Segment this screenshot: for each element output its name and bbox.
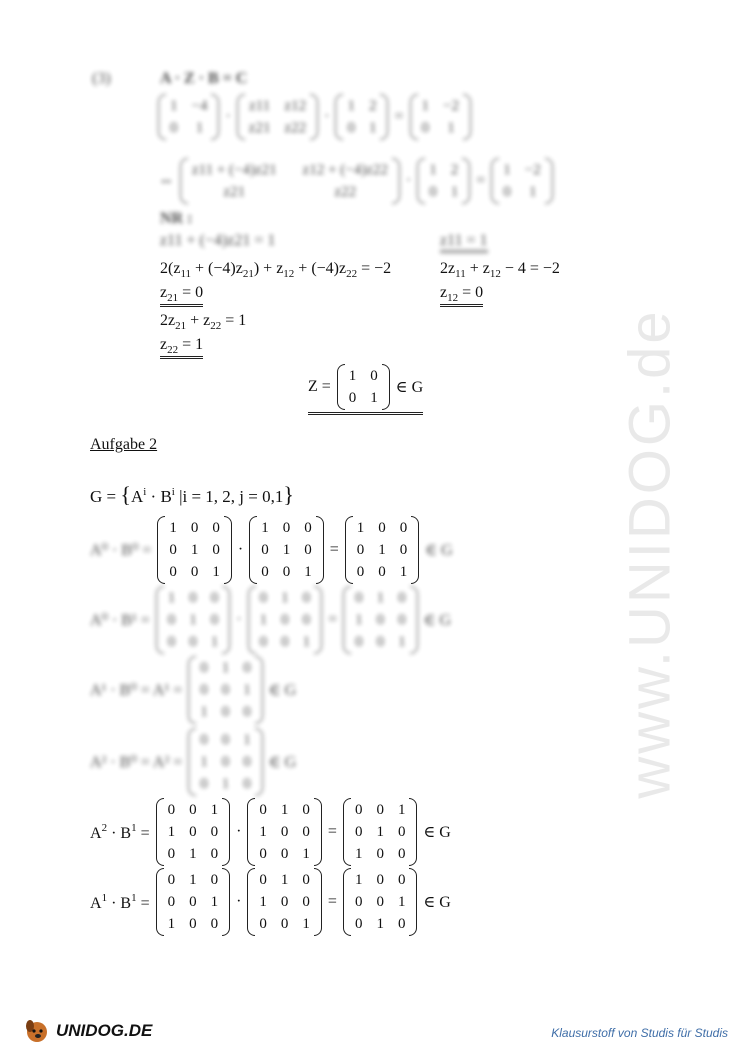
matrix-entry: 1 xyxy=(167,590,176,606)
matrix-entry: 0 xyxy=(397,846,406,862)
matrix-entry: 1 xyxy=(282,542,291,558)
matrix-entry: 0 xyxy=(356,564,365,580)
dog-icon xyxy=(22,1016,52,1046)
matrix-grid xyxy=(164,868,223,936)
matrix-entry: 1 xyxy=(304,564,312,580)
matrix-entry: 1 xyxy=(189,846,197,862)
matrix-entry: 0 xyxy=(378,564,386,580)
nr-equation-2: $2(z_{11} + (-4)z_{21}) + z_{12} + (-4)z_{22} = -2$ xyxy=(160,260,392,280)
matrix-entry: 1 xyxy=(210,802,219,818)
matrix-grid xyxy=(255,868,314,936)
unidog-logo[interactable] xyxy=(22,1016,152,1046)
matrix-entry: 1 xyxy=(302,634,311,650)
matrix-entry: 1 xyxy=(376,590,385,606)
matrix-entry: 1 xyxy=(200,754,208,770)
matrix-entry: 0 xyxy=(399,520,408,536)
matrix-entry: 0 xyxy=(167,872,176,888)
matrix-entry: 0 xyxy=(210,590,219,606)
matrix-entry: 0 xyxy=(376,802,384,818)
matrix-entry: 0 xyxy=(370,368,378,384)
matrix-entry: 1 xyxy=(399,564,408,580)
matrix-entry: 1 xyxy=(280,802,289,818)
matrix-entry: 0 xyxy=(221,704,230,720)
nr-label: NR : xyxy=(160,210,193,227)
z22-equation: $2z_{21} + z_{22} = 1$ xyxy=(160,312,247,332)
z21-result: $z_{21} = 0$ xyxy=(160,284,203,307)
matrix-entry: 1 xyxy=(167,824,176,840)
matrix-entry: 1 xyxy=(190,542,199,558)
z-matrix xyxy=(337,364,390,410)
z-result: Z = 1 0 0 1 ∈ G xyxy=(308,364,423,415)
z12-result: $z_{12} = 0$ xyxy=(440,284,483,307)
matrix-entry: 1 xyxy=(259,894,267,910)
matrix-entry: 0 xyxy=(167,802,176,818)
matrix-entry: 0 xyxy=(280,846,289,862)
set-definition: $G = \{A^i \cdot B^i$ |i = 1, 2, j = 0,1} xyxy=(90,482,294,507)
matrix-entry: 0 xyxy=(398,590,406,606)
footer-tagline: Klausurstoff von Studis für Studis xyxy=(551,1026,728,1040)
matrix-entry: 0 xyxy=(200,732,208,748)
matrix-entry: 1 xyxy=(212,564,220,580)
matrix-entry: 0 xyxy=(348,390,357,406)
matrix-entry: 0 xyxy=(189,824,197,840)
nr-equation-1: z11 + (−4)z21 = 1 xyxy=(160,232,276,249)
matrix-entry: 0 xyxy=(190,520,199,536)
matrix-entry: 0 xyxy=(259,872,267,888)
matrix-grid xyxy=(351,798,410,866)
product-a1-b0: A¹ · B⁰ = A¹ = 0 1 0 0 0 1 1 0 0 ∈ G xyxy=(90,656,296,724)
product-a0-b0: A⁰ · B⁰ = 1 0 0 0 1 0 0 0 1 · 1 0 0 0 1 0 0 0 1 = 1 0 0 0 1 0 0 0 1 ∈ G xyxy=(90,516,453,584)
matrix-grid xyxy=(196,728,255,796)
matrix-entry: 1 xyxy=(261,520,269,536)
matrix-entry: 0 xyxy=(376,894,384,910)
matrix-entry: 1 xyxy=(243,732,251,748)
matrix-entry: 0 xyxy=(259,802,267,818)
matrix-entry: 0 xyxy=(356,542,365,558)
matrix-entry: 1 xyxy=(354,872,363,888)
matrix-entry: 0 xyxy=(212,542,220,558)
matrix-entry: 1 xyxy=(355,612,363,628)
nr-result-1: z11 = 1 xyxy=(440,232,488,253)
matrix-entry: 0 xyxy=(397,872,406,888)
product-a2-b0: A² · B⁰ = A² = 0 0 1 1 0 0 0 1 0 ∈ G xyxy=(90,728,296,796)
matrix-entry: 1 xyxy=(200,704,208,720)
matrix-entry: 0 xyxy=(397,916,406,932)
matrix-entry: 0 xyxy=(399,542,408,558)
matrix-entry: 0 xyxy=(200,660,208,676)
matrix-entry: 0 xyxy=(281,612,289,628)
part3-matrix-equation: 1 −4 0 1 · z11 z12 z21 z22 · 1 2 0 1 = 1 −2 0 1 xyxy=(158,94,471,140)
matrix-entry: 1 xyxy=(302,916,310,932)
matrix-entry: 1 xyxy=(397,894,406,910)
matrix-entry: 0 xyxy=(355,634,363,650)
matrix-grid xyxy=(165,516,224,584)
matrix-entry: 0 xyxy=(200,776,208,792)
matrix-entry: 1 xyxy=(280,872,289,888)
matrix-entry: 0 xyxy=(302,802,310,818)
matrix-entry: 1 xyxy=(210,634,219,650)
matrix-grid xyxy=(351,868,410,936)
part3-equation: A · Z · B = C xyxy=(160,70,248,87)
matrix-entry: 1 xyxy=(189,612,197,628)
matrix-entry: 0 xyxy=(376,634,385,650)
matrix-entry: 0 xyxy=(200,682,208,698)
matrix-entry: 0 xyxy=(376,846,384,862)
matrix-entry: 0 xyxy=(210,916,219,932)
z22-result: $z_{22} = 1$ xyxy=(160,336,203,359)
matrix-entry: 0 xyxy=(243,776,251,792)
matrix-entry: 0 xyxy=(221,732,230,748)
matrix-entry: 0 xyxy=(302,872,310,888)
matrix-entry: 0 xyxy=(212,520,220,536)
matrix-entry: 0 xyxy=(281,634,289,650)
matrix-entry: 0 xyxy=(221,754,230,770)
matrix-entry: 0 xyxy=(302,894,310,910)
matrix-entry: 0 xyxy=(378,520,386,536)
matrix-entry: 1 xyxy=(376,916,384,932)
matrix-entry: 0 xyxy=(210,612,219,628)
matrix-entry: 0 xyxy=(376,872,384,888)
matrix-entry: 1 xyxy=(243,682,251,698)
matrix-entry: 1 xyxy=(378,542,386,558)
matrix-entry: 0 xyxy=(302,612,311,628)
matrix-entry: 0 xyxy=(261,542,269,558)
matrix-entry: 0 xyxy=(167,612,176,628)
matrix-entry: 1 xyxy=(356,520,365,536)
matrix-entry: 0 xyxy=(243,660,251,676)
matrix-entry: 1 xyxy=(259,612,268,628)
matrix-entry: 0 xyxy=(189,590,197,606)
product-a0-b1: A⁰ · B¹ = 1 0 0 0 1 0 0 0 1 · 0 1 0 1 0 0 0 0 1 = 0 1 0 1 0 0 0 0 1 ∈ G xyxy=(90,586,451,654)
matrix-entry: 0 xyxy=(355,590,363,606)
matrix-grid xyxy=(256,586,315,654)
matrix-entry: 0 xyxy=(354,894,363,910)
matrix-entry: 0 xyxy=(189,916,197,932)
matrix-grid xyxy=(255,798,314,866)
matrix-grid xyxy=(164,586,223,654)
product-a1-b1: $A^1 \cdot B^1$ = 0 1 0 0 0 1 1 0 0 · 0 1 0 1 0 0 0 0 1 = 1 0 0 0 0 1 0 1 0 ∈ G xyxy=(90,868,451,936)
matrix-grid xyxy=(351,586,410,654)
matrix-entry: 0 xyxy=(189,802,197,818)
matrix-entry: 1 xyxy=(169,520,177,536)
matrix-entry: 0 xyxy=(259,846,267,862)
nr-right-equation-2: $2z_{11} + z_{12} - 4 = -2$ xyxy=(440,260,560,280)
matrix-grid xyxy=(353,516,412,584)
matrix-entry: 0 xyxy=(259,634,268,650)
matrix-entry: 0 xyxy=(398,612,406,628)
matrix-grid xyxy=(257,516,316,584)
matrix-entry: 0 xyxy=(210,846,219,862)
matrix-entry: 0 xyxy=(167,846,176,862)
matrix-entry: 0 xyxy=(304,542,312,558)
matrix-entry: 0 xyxy=(302,590,311,606)
matrix-entry: 0 xyxy=(167,634,176,650)
matrix-entry: 1 xyxy=(348,368,357,384)
matrix-entry: 0 xyxy=(169,564,177,580)
matrix-entry: 0 xyxy=(243,754,251,770)
logo-text: UNIDOG.DE xyxy=(56,1021,153,1040)
part3-equivalence: ⇔ z11 + (−4)z21 z12 + (−4)z22 z21 z22 · 1 2 0 1 = 1 −2 0 1 xyxy=(158,158,553,204)
aufgabe2-heading: Aufgabe 2 xyxy=(90,436,158,453)
matrix-entry: 1 xyxy=(376,824,384,840)
matrix-entry: 0 xyxy=(167,894,176,910)
matrix-entry: 1 xyxy=(167,916,176,932)
matrix-entry: 0 xyxy=(210,824,219,840)
matrix-entry: 0 xyxy=(280,824,289,840)
matrix-entry: 1 xyxy=(221,660,230,676)
matrix-entry: 1 xyxy=(259,824,267,840)
matrix-grid xyxy=(196,656,255,724)
matrix-grid xyxy=(164,798,223,866)
matrix-entry: 0 xyxy=(190,564,199,580)
matrix-entry: 0 xyxy=(397,824,406,840)
matrix-entry: 0 xyxy=(189,634,197,650)
matrix-entry: 0 xyxy=(221,682,230,698)
matrix-entry: 0 xyxy=(261,564,269,580)
part3-label: (3) xyxy=(92,70,111,87)
matrix-entry: 0 xyxy=(376,612,385,628)
matrix-entry: 1 xyxy=(354,846,363,862)
matrix-entry: 0 xyxy=(354,802,363,818)
matrix-entry: 0 xyxy=(189,894,197,910)
matrix-entry: 0 xyxy=(259,590,268,606)
matrix-entry: 1 xyxy=(398,634,406,650)
matrix-entry: 1 xyxy=(189,872,197,888)
product-a2-b1: $A^2 \cdot B^1$ = 0 0 1 1 0 0 0 1 0 · 0 1 0 1 0 0 0 0 1 = 0 0 1 0 1 0 1 0 0 ∈ G xyxy=(90,798,451,866)
matrix-entry: 0 xyxy=(304,520,312,536)
matrix-entry: 0 xyxy=(169,542,177,558)
matrix-entry: 0 xyxy=(354,916,363,932)
matrix-entry: 1 xyxy=(397,802,406,818)
watermark: www.UNIDOG.de xyxy=(617,308,683,799)
matrix-entry: 0 xyxy=(302,824,310,840)
matrix-entry: 1 xyxy=(302,846,310,862)
matrix-entry: 0 xyxy=(243,704,251,720)
matrix-entry: 0 xyxy=(210,872,219,888)
matrix-entry: 1 xyxy=(281,590,289,606)
matrix-grid xyxy=(345,364,382,410)
matrix-entry: 0 xyxy=(280,916,289,932)
matrix-entry: 0 xyxy=(280,894,289,910)
matrix-entry: 0 xyxy=(259,916,267,932)
matrix-entry: 1 xyxy=(210,894,219,910)
matrix-entry: 1 xyxy=(221,776,230,792)
matrix-entry: 0 xyxy=(354,824,363,840)
matrix-entry: 0 xyxy=(282,564,291,580)
matrix-entry: 0 xyxy=(282,520,291,536)
matrix-entry: 1 xyxy=(370,390,378,406)
